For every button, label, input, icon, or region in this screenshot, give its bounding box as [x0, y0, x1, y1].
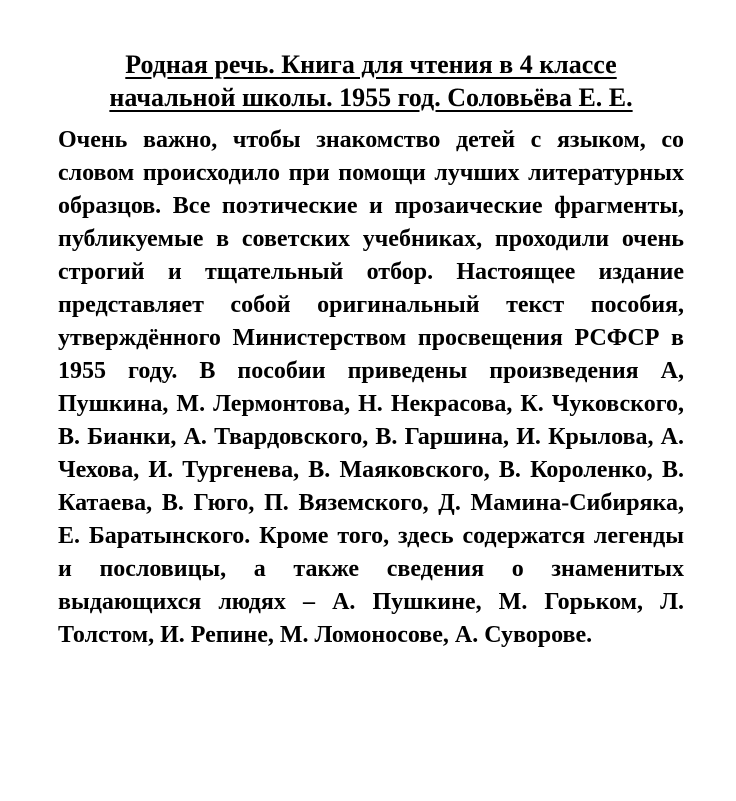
description-paragraph: Очень важно, чтобы знакомство детей с языком, со словом происходило при помощи лучших литературных образцов. Все поэтические и прозаические фрагменты, публикуемые в советских учебниках, проходили очень строгий и тщательный отбор. Настоящее издание представляет собой оригинальный текст пособия, утверждённого Министерством просвещения РСФСР в 1955 году. В пособии приведены произведения А, Пушкина, М. Лермонтова, Н. Некрасова, К. Чуковского, В. Бианки, А. Твардовского, В. Гаршина, И. Крылова, А. Чехова, И. Тургенева, В. Маяковского, В. Короленко, В. Катаева, В. Гюго, П. Вяземского, Д. Мамина-Сибиряка, Е. Баратынского. Кроме того, здесь содержатся легенды и пословицы, а также сведения о знаменитых выдающихся людях – А. Пушкине, М. Горьком, Л. Толстом, И. Репине, М. Ломоносове, А. Суворове. [58, 127, 684, 648]
document-title [58, 48, 684, 114]
title-line-1: Родная речь. Книга для чтения в 4 классе [125, 50, 617, 79]
title-line-2: начальной школы. 1955 год. Соловьёва Е. Е. [109, 83, 633, 112]
